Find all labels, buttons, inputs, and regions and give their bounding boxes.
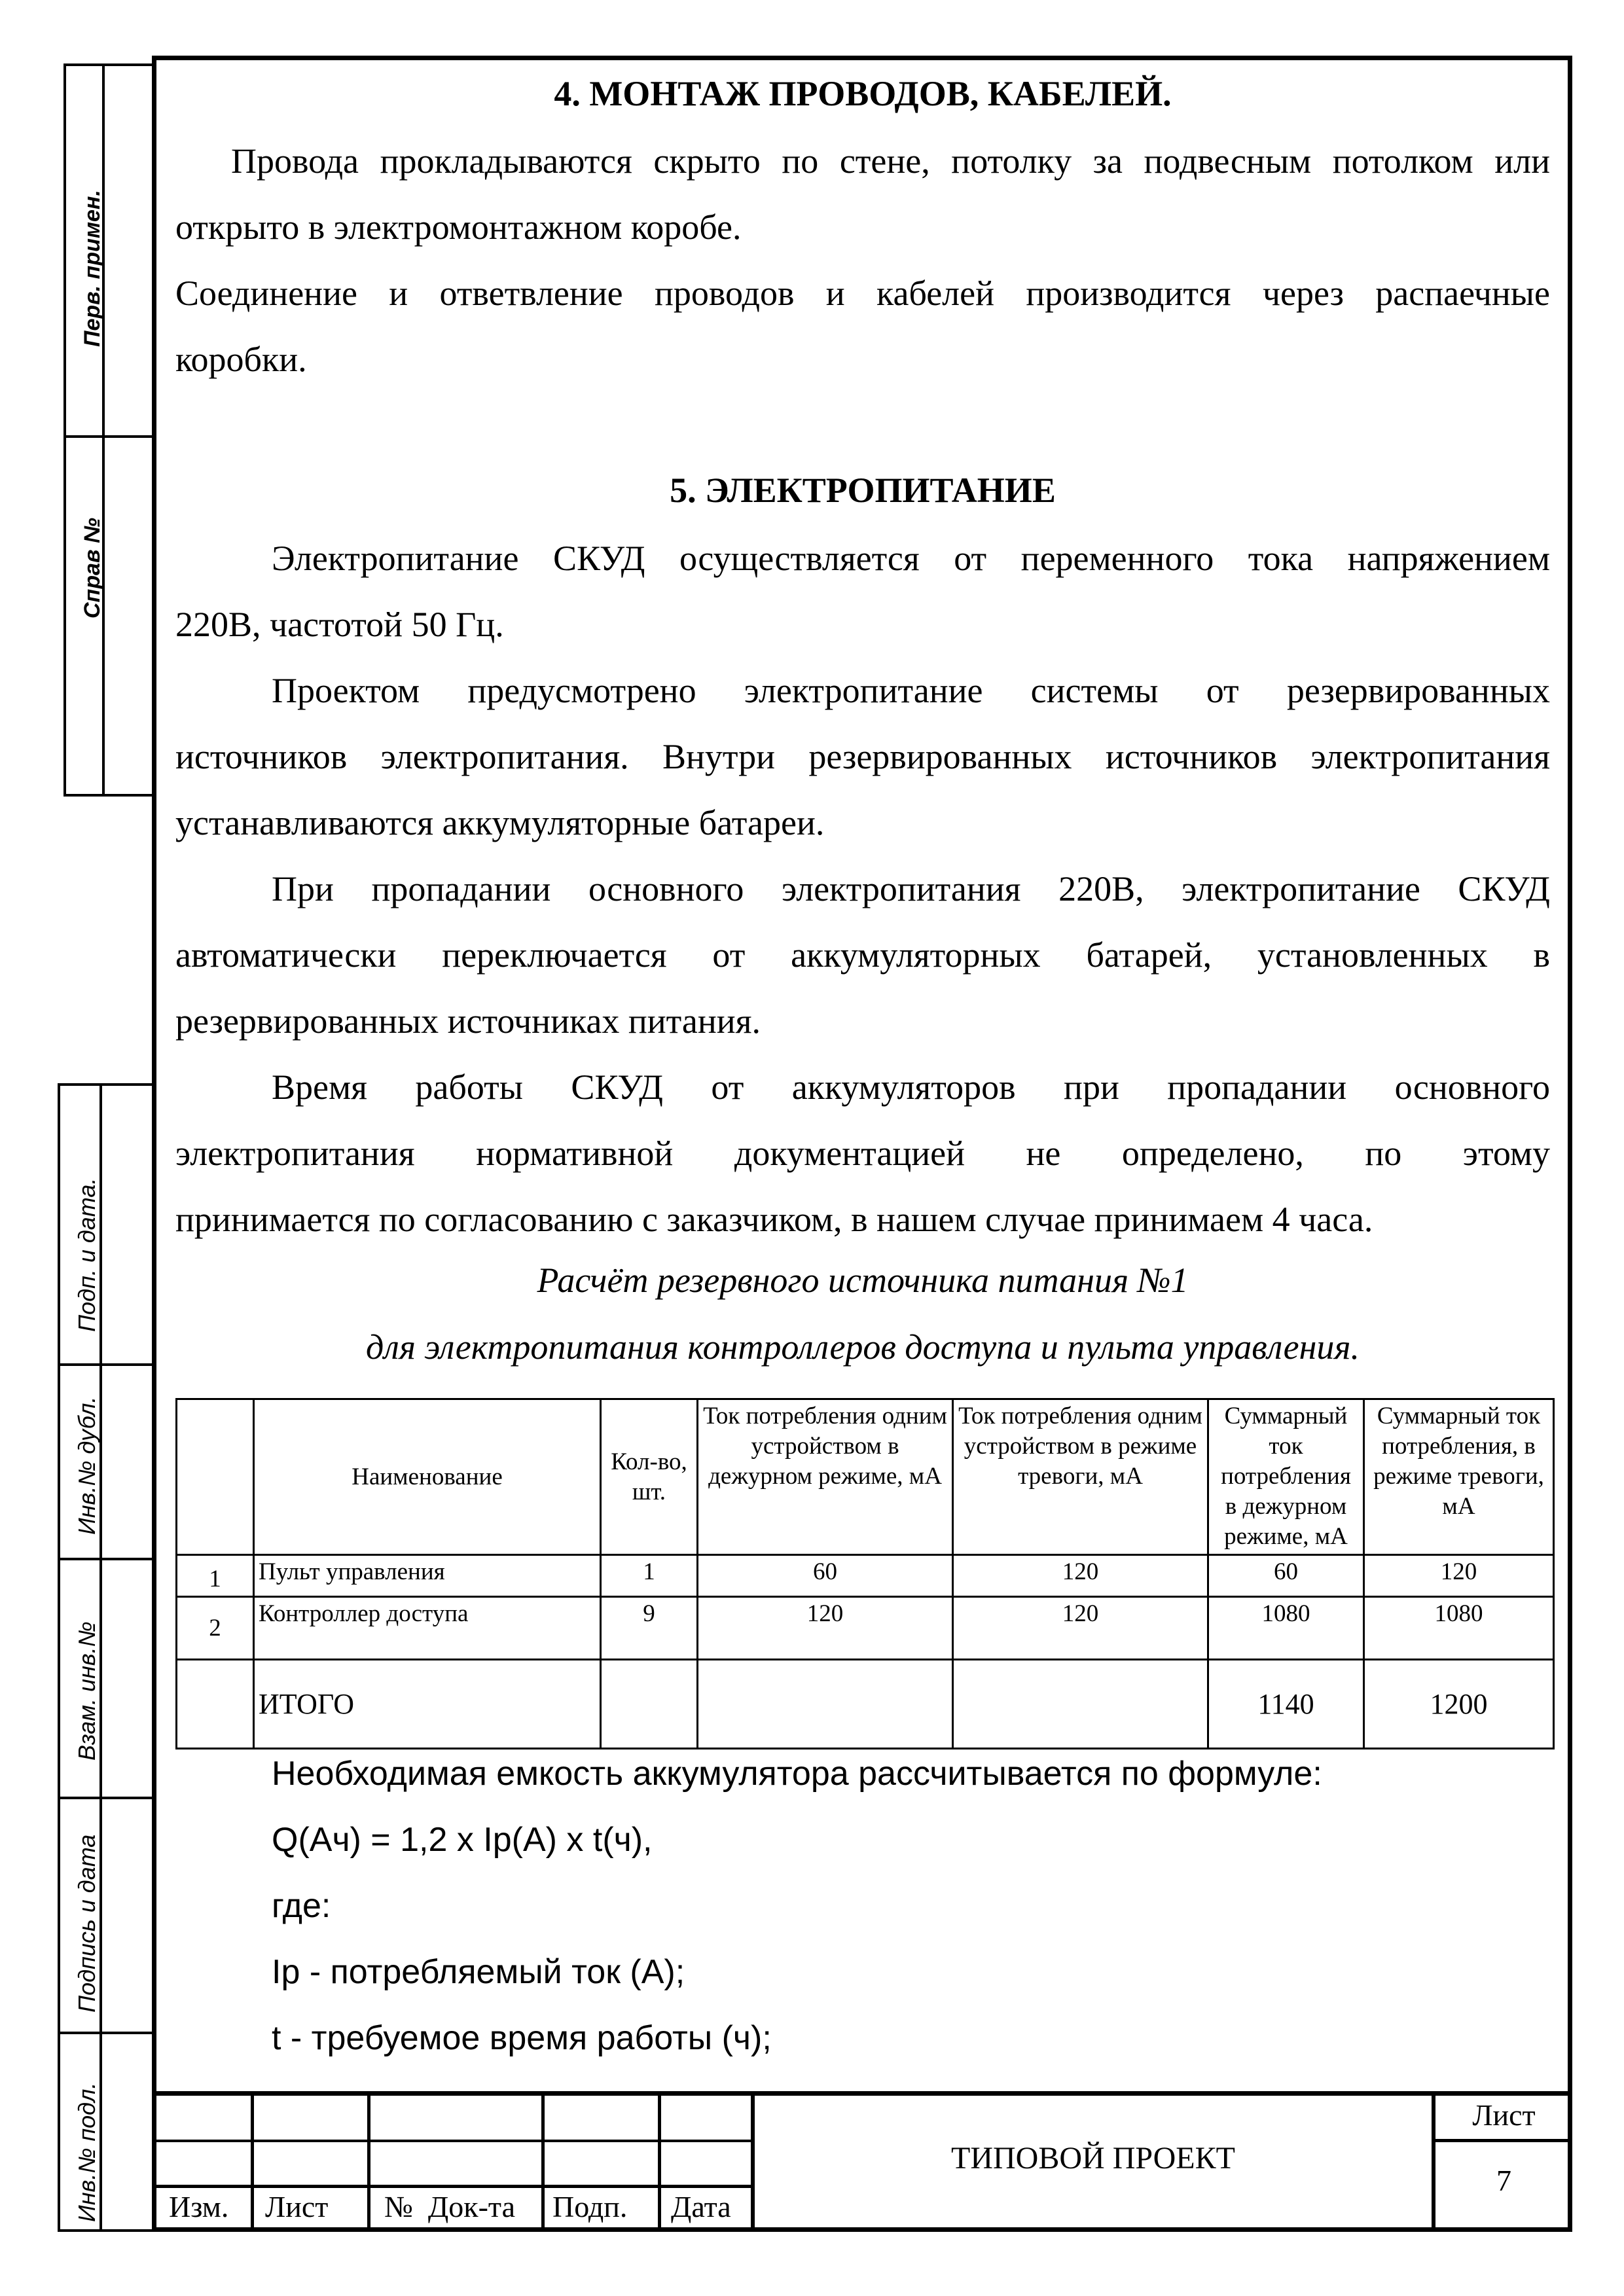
stamp-izm: Изм. (169, 2190, 229, 2223)
side-divider (58, 1558, 153, 1560)
section-5-p4-line3: принимается по согласованию с заказчиком, в нашем случае принимаем 4 часа. (175, 1200, 1373, 1239)
table-cell: 60 (1208, 1555, 1364, 1597)
side-label-podp-data: Подп. и дата. (73, 1177, 100, 1332)
table-cell: 120 (1364, 1555, 1554, 1597)
table-total-row (177, 1660, 1554, 1749)
title-block (152, 2091, 1572, 2232)
section-5-p2-line2: источников электропитания. Внутри резервированных источников электропитания (175, 737, 1550, 776)
section-5-p3-line1: При пропадании основного электропитания 220В, электропитание СКУД (272, 869, 1550, 908)
side-block-top (63, 63, 153, 797)
table-total-label: ИТОГО (254, 1660, 601, 1749)
side-label-inv-podl: Инв.№ подл. (73, 2082, 100, 2222)
table-row (177, 1555, 1554, 1597)
formula-intro: Необходимая емкость аккумулятора рассчитывается по формуле: (272, 1755, 1322, 1793)
section-5-p1-line2: 220В, частотой 50 Гц. (175, 605, 504, 644)
table-header-name: Наименование (254, 1399, 601, 1555)
formula-t: t - требуемое время работы (ч); (272, 2019, 772, 2057)
stamp-grid-line (152, 2185, 754, 2188)
section-5-p2-line1: Проектом предусмотрено электропитание системы от резервированных (272, 671, 1550, 710)
side-label-perv-primen: Перв. примен. (80, 190, 105, 347)
section-5-p1-line1: Электропитание СКУД осуществляется от переменного тока напряжением (272, 539, 1550, 578)
table-cell: Контроллер доступа (254, 1597, 601, 1660)
side-divider (58, 2032, 153, 2034)
table-header-alarm-single: Ток потребления одним устройством в режиме тревоги, мА (953, 1399, 1208, 1555)
table-cell (177, 1660, 254, 1749)
table-cell: 2 (177, 1597, 254, 1660)
side-divider (58, 1363, 153, 1366)
stamp-grid-line (152, 2140, 754, 2142)
table-cell: 1080 (1364, 1597, 1554, 1660)
power-table (175, 1398, 1555, 1749)
calc-caption-1: Расчёт резервного источника питания №1 (537, 1261, 1189, 1300)
stamp-dok: № Док-та (384, 2190, 516, 2223)
stamp-grid-line (367, 2091, 370, 2232)
section-5-p3-line2: автоматически переключается от аккумуляторных батарей, установленных в (175, 935, 1550, 975)
side-block-bottom (58, 1083, 153, 2232)
section-5-p3-line3: резервированных источниках питания. (175, 1001, 761, 1041)
side-divider (63, 435, 153, 438)
table-cell: 9 (601, 1597, 698, 1660)
stamp-grid-line (541, 2091, 545, 2232)
side-label-sprav: Справ № (80, 518, 105, 619)
table-cell (698, 1660, 953, 1749)
side-label-inv-dubl: Инв.№ дубл. (73, 1396, 100, 1535)
table-cell: 120 (953, 1555, 1208, 1597)
section-5-p2-line3: устанавливаются аккумуляторные батареи. (175, 803, 825, 842)
section-5-p4-line2: электропитания нормативной документацией не определено, по этому (175, 1134, 1550, 1173)
table-total-duty: 1140 (1208, 1660, 1364, 1749)
table-header-alarm-total: Суммарный ток потребления, в режиме тревоги, мА (1364, 1399, 1554, 1555)
table-header-duty-total: Суммарный ток потребления в дежурном режиме, мА (1208, 1399, 1364, 1555)
section-4-p1-line1: Провода прокладываются скрыто по стене, потолку за подвесным потолком или (231, 141, 1550, 181)
section-5-title: 5. ЭЛЕКТРОПИТАНИЕ (670, 471, 1056, 510)
table-header-qty: Кол-во, шт. (601, 1399, 698, 1555)
stamp-list-label: Лист (1472, 2098, 1536, 2132)
table-row (177, 1597, 1554, 1660)
formula-where: где: (272, 1887, 331, 1925)
table-header-num (177, 1399, 254, 1555)
stamp-podp: Подп. (552, 2190, 628, 2223)
table-cell: 1 (601, 1555, 698, 1597)
section-5-p4-line1: Время работы СКУД от аккумуляторов при пропадании основного (272, 1067, 1550, 1107)
side-label-vzam-inv: Взам. инв.№ (73, 1621, 100, 1761)
side-label-podpis-data: Подпись и дата (73, 1834, 100, 2013)
stamp-grid-line (251, 2091, 254, 2232)
table-total-alarm: 1200 (1364, 1660, 1554, 1749)
side-divider (102, 63, 105, 797)
table-cell: 60 (698, 1555, 953, 1597)
stamp-data: Дата (671, 2190, 731, 2223)
side-divider (58, 1797, 153, 1799)
section-4-p2-line2: коробки. (175, 340, 307, 379)
table-header-duty-single: Ток потребления одним устройством в дежурном режиме, мА (698, 1399, 953, 1555)
table-cell: Пульт управления (254, 1555, 601, 1597)
stamp-list: Лист (265, 2190, 329, 2223)
table-cell (601, 1660, 698, 1749)
table-cell: 120 (953, 1597, 1208, 1660)
formula-expression: Q(Ач) = 1,2 х Ip(A) х t(ч), (272, 1821, 653, 1859)
table-cell: 1 (177, 1555, 254, 1597)
table-cell: 120 (698, 1597, 953, 1660)
formula-ip: Ip - потребляемый ток (А); (272, 1953, 685, 1991)
stamp-grid-line (658, 2091, 661, 2232)
stamp-page-number: 7 (1496, 2164, 1511, 2197)
section-4-p2-line1: Соединение и ответвление проводов и кабелей производится через распаечные (175, 274, 1550, 313)
table-cell (953, 1660, 1208, 1749)
stamp-title: ТИПОВОЙ ПРОЕКТ (951, 2141, 1235, 2176)
stamp-grid-line (1432, 2139, 1572, 2142)
stamp-border (152, 2091, 1572, 2096)
table-header-row (177, 1399, 1554, 1555)
table-cell: 1080 (1208, 1597, 1364, 1660)
section-4-title: 4. МОНТАЖ ПРОВОДОВ, КАБЕЛЕЙ. (554, 74, 1172, 113)
section-4-p1-line2: открыто в электромонтажном коробе. (175, 207, 742, 247)
calc-caption-2: для электропитания контроллеров доступа и пульта управления. (365, 1327, 1360, 1367)
